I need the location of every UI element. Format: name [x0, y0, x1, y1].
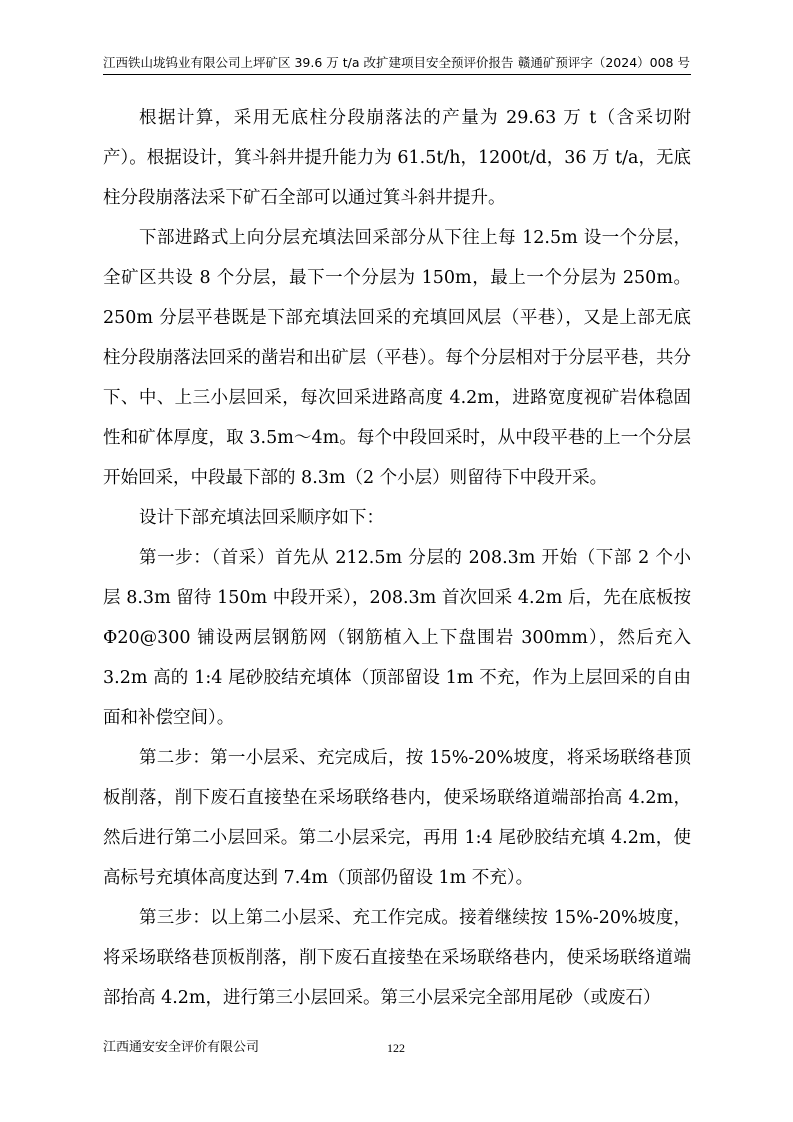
- report-title: 江西铁山垅钨业有限公司上坪矿区 39.6 万 t/a 改扩建项目安全预评价报告: [103, 55, 514, 70]
- header-divider: [103, 74, 691, 75]
- paragraph-step-three: 第三步：以上第二小层采、充工作完成。接着继续按 15%-20%坡度，将采场联络巷顶板削落，削下废石直接垫在采场联络巷内，使采场联络道端部抬高 4.2m，进行第三小层回采。第三小层采完全部用尾砂（或废石）: [103, 908, 691, 1008]
- document-body: [103, 98, 691, 1018]
- page-footer: [103, 1037, 690, 1059]
- page-number: 122: [387, 1041, 405, 1055]
- paragraph-sequence-intro: 设计下部充填法回采顺序如下：: [139, 508, 384, 528]
- paragraph-step-two: 第二步：第一小层采、充完成后，按 15%-20%坡度，将采场联络巷顶板削落，削下废石直接垫在采场联络巷内，使采场联络道端部抬高 4.2m，然后进行第二小层回采。第二小层采完，再用 1:4 尾砂胶结充填 4.2m，使高标号充填体高度达到 7.4m（顶部仍留设 1m 不充）。: [103, 748, 691, 888]
- page-header: [103, 52, 690, 74]
- paragraph-production-capacity: 根据计算，采用无底柱分段崩落法的产量为 29.63 万 t（含采切附产）。根据设计，箕斗斜井提升能力为 61.5t/h，1200t/d，36 万 t/a，无底柱分段崩落法采下矿石全部可以通过箕斗斜井提升。: [103, 108, 691, 208]
- report-number: 赣通矿预评字（2024）008 号: [517, 55, 690, 70]
- paragraph-step-one: 第一步：（首采）首先从 212.5m 分层的 208.3m 开始（下部 2 个小层 8.3m 留待 150m 中段开采），208.3m 首次回采 4.2m 后，先在底板按Φ20@300 铺设两层钢筋网（钢筋植入上下盘围岩 300mm），然后充入 3.2m 高的 1:4 尾砂胶结充填体（顶部留设 1m 不充，作为上层回采的自由面和补偿空间）。: [103, 548, 691, 728]
- paragraph-layer-design: 下部进路式上向分层充填法回采部分从下往上每 12.5m 设一个分层，全矿区共设 8 个分层，最下一个分层为 150m，最上一个分层为 250m。250m 分层平巷既是下部充填法回采的充填回风层（平巷），又是上部无底柱分段崩落法回采的凿岩和出矿层（平巷）。每个分层相对于分层平巷，共分下、中、上三小层回采，每次回采进路高度 4.2m，进路宽度视矿岩体稳固性和矿体厚度，取 3.5m～4m。每个中段回采时，从中段平巷的上一个分层开始回采，中段最下部的 8.3m（2 个小层）则留待下中段开采。: [103, 228, 691, 488]
- footer-company: 江西通安安全评价有限公司: [103, 1040, 260, 1055]
